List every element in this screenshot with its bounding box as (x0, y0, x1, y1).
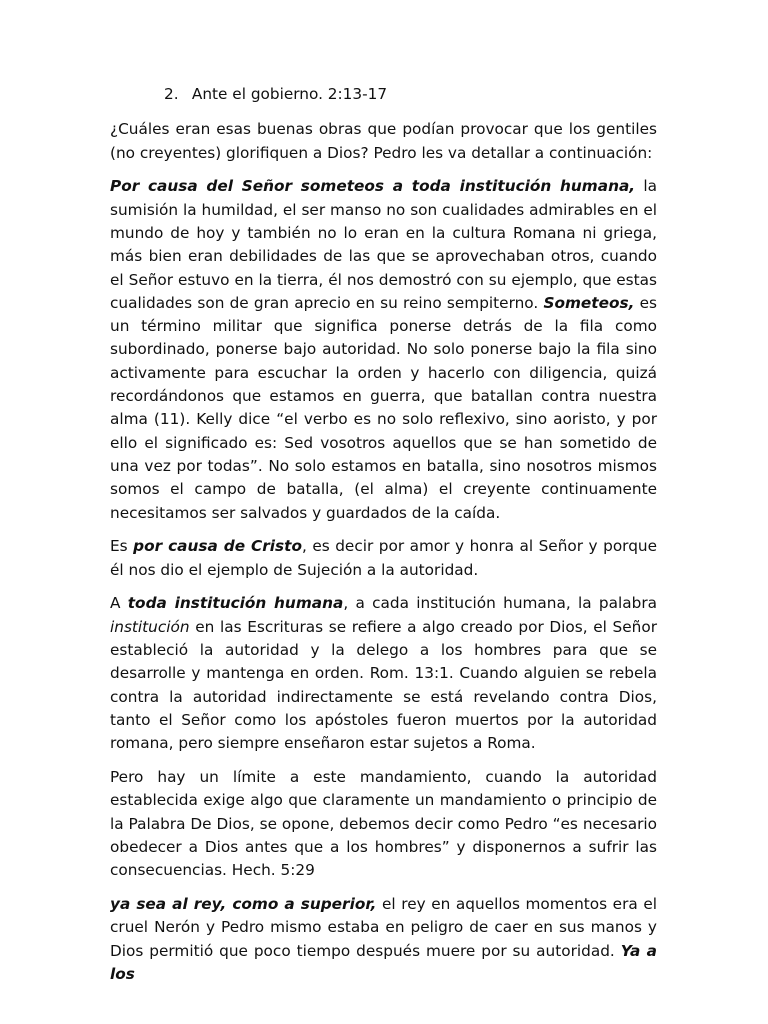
paragraph-intro (110, 118, 657, 165)
emphasis-someteos: Someteos, (543, 293, 635, 312)
emphasis-por-causa-del-senor: Por causa del Señor someteos a toda institución humana, (110, 177, 636, 196)
section-heading (110, 83, 657, 106)
paragraph-intro-text: ¿Cuáles eran esas buenas obras que podían provocar que los gentiles (no creyentes) glorifiquen a Dios? Pedro les va detallar a continuación: (110, 120, 657, 162)
paragraph-cristo-text: , es decir por amor y honra al Señor y porque él nos dio el ejemplo de Sujeción a la autoridad. (110, 537, 658, 579)
paragraph-cristo-prefix: Es (110, 537, 134, 556)
paragraph-institucion-prefix: A (110, 594, 128, 613)
paragraph-someteos-text-2: es un término militar que significa ponerse detrás de la fila como subordinado, ponerse bajo autoridad. No solo ponerse bajo la fila sino activamente para escuchar la orden y hacerlo con diligencia, quizá recordándonos que estamos en guerra, que batallan contra nuestra alma (11). Kelly dice “el verbo es no solo reflexivo, sino aoristo, y por ello el significado es: Sed vosotros aquellos que se han sometido de una vez por todas”. No solo estamos en batalla, sino nosotros mismos somos el campo de batalla, (el alma) el creyente continuamente necesitamos ser salvados y guardados de la caída. (110, 293, 657, 522)
paragraph-por-causa-de-cristo (110, 535, 657, 582)
paragraph-institucion-text-1: , a cada institución humana, la palabra (343, 594, 657, 613)
emphasis-institucion-word: institución (110, 617, 190, 636)
emphasis-ya-sea-al-rey: ya sea al rey, como a superior, (110, 895, 377, 913)
emphasis-toda-institucion-humana: toda institución humana (127, 594, 344, 613)
emphasis-ya-a-los: Ya a los (110, 941, 657, 983)
paragraph-limite (110, 766, 657, 882)
heading-number: 2. (164, 85, 179, 103)
paragraph-someteos-text-1: la sumisión la humildad, el ser manso no son cualidades admirables en el mundo de hoy y también no lo eran en la cultura Romana ni griega, más bien eran debilidades de las que se aprovechaban otros, cuando el Señor estuvo en la tierra, él nos demostró con su ejemplo, que estas cualidades son de gran aprecio en su reino sempiterno. (110, 177, 657, 312)
paragraph-institucion-text-2: en las Escrituras se refiere a algo creado por Dios, el Señor estableció la autoridad y la delego a los hombres para que se desarrolle y mantenga en orden. Rom. 13:1. Cuando alguien se rebela contra la autoridad indirectamente se está revelando contra Dios, tanto el Señor como los apóstoles fueron muertos por la autoridad romana, pero siempre enseñaron estar sujetos a Roma. (110, 617, 657, 753)
emphasis-por-causa-de-cristo: por causa de Cristo (133, 537, 302, 556)
paragraph-limite-text: Pero hay un límite a este mandamiento, cuando la autoridad establecida exige algo que claramente un mandamiento o principio de la Palabra De Dios, se opone, debemos decir como Pedro “es necesario obedecer a Dios antes que a los hombres” y disponernos a sufrir las consecuencias. Hech. 5:29 (110, 768, 657, 880)
paragraph-rey (110, 893, 657, 986)
paragraph-rey-text: el rey en aquellos momentos era el cruel Nerón y Pedro mismo estaba en peligro de caer en sus manos y Dios permitió que poco tiempo después muere por su autoridad. (110, 895, 657, 960)
paragraph-institucion (110, 592, 657, 755)
paragraph-someteos (110, 175, 657, 524)
heading-text: Ante el gobierno. 2:13-17 (191, 85, 388, 103)
